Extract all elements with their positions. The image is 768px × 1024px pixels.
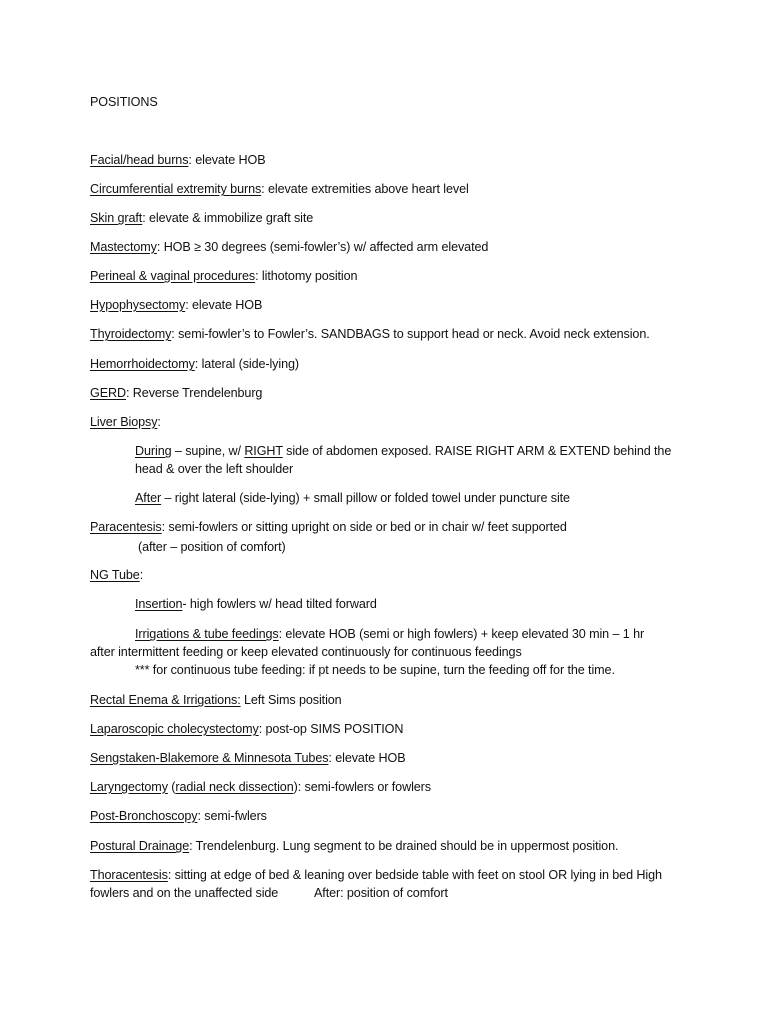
paracentesis-line2 (138, 539, 286, 555)
entry-text: ( (167, 780, 176, 794)
entry-term: GERD (90, 386, 126, 400)
entry-term: Postural Drainage (90, 839, 190, 853)
entry-term: Laryngectomy (90, 780, 168, 794)
emphasis-right: RIGHT (244, 444, 283, 458)
sub-text: – supine, w/ (171, 444, 245, 458)
entry-postural-drainage (90, 838, 618, 854)
entry-laryngectomy (90, 779, 431, 795)
entry-sengstaken (90, 750, 406, 766)
entry-term-secondary: radial neck dissection (175, 780, 294, 794)
entry-mastectomy (90, 239, 488, 255)
entry-term: Perineal & vaginal procedures (90, 269, 256, 283)
entry-term: Facial/head burns (90, 153, 189, 167)
entry-term: Hypophysectomy (90, 298, 186, 312)
thoracentesis-after (314, 885, 448, 901)
sub-term: After (135, 491, 162, 505)
entry-term: Hemorrhoidectomy (90, 357, 195, 371)
ng-tube-insertion (135, 596, 377, 612)
entry-term: Laparoscopic cholecystectomy (90, 722, 259, 736)
entry-term: Rectal Enema & Irrigations: (90, 693, 241, 707)
sub-term: During (135, 444, 172, 458)
entry-term: Sengstaken-Blakemore & Minnesota Tubes (90, 751, 329, 765)
entry-paracentesis (90, 519, 567, 535)
entry-text: : elevate HOB (328, 751, 406, 765)
entry-text: (after – position of comfort) (138, 540, 286, 554)
entry-thyroidectomy (90, 326, 650, 342)
sub-text: – right lateral (side-lying) + small pillow or folded towel under puncture site (161, 491, 570, 505)
entry-text: : elevate extremities above heart level (261, 182, 469, 196)
entry-text: : HOB ≥ 30 degrees (semi-fowler’s) w/ affected arm elevated (156, 240, 489, 254)
sub-text: - high fowlers w/ head tilted forward (182, 597, 377, 611)
entry-text: : semi-fwlers (197, 809, 267, 823)
entry-hypophysectomy (90, 297, 262, 313)
ng-tube-irrigations-line3 (135, 662, 615, 678)
entry-text: fowlers and on the unaffected side (90, 886, 279, 900)
thoracentesis-line2 (90, 885, 278, 901)
entry-text: : Reverse Trendelenburg (126, 386, 263, 400)
entry-text: Left Sims position (240, 693, 342, 707)
page-title (90, 94, 158, 110)
entry-text: : (157, 415, 161, 429)
entry-skin-graft (90, 210, 313, 226)
entry-text: : Trendelenburg. Lung segment to be drained should be in uppermost position. (189, 839, 619, 853)
entry-hemorrhoidectomy (90, 356, 299, 372)
entry-term: Circumferential extremity burns (90, 182, 262, 196)
sub-text: head & over the left shoulder (135, 462, 294, 476)
liver-biopsy-during (135, 443, 671, 459)
entry-text: : sitting at edge of bed & leaning over bedside table with feet on stool OR lying in bed High (167, 868, 662, 882)
entry-liver-biopsy (90, 414, 161, 430)
sub-text: : elevate HOB (semi or high fowlers) + keep elevated 30 min – 1 hr (278, 627, 645, 641)
sub-text: *** for continuous tube feeding: if pt needs to be supine, turn the feeding off for the time. (135, 663, 615, 677)
entry-text: : semi-fowlers or sitting upright on side or bed or in chair w/ feet supported (161, 520, 567, 534)
liver-biopsy-after (135, 490, 570, 506)
entry-perineal (90, 268, 357, 284)
entry-text: : semi-fowler’s to Fowler’s. SANDBAGS to support head or neck. Avoid neck extension. (171, 327, 650, 341)
ng-tube-irrigations-line2 (90, 644, 522, 660)
sub-term: Irrigations & tube feedings (135, 627, 279, 641)
entry-term: NG Tube (90, 568, 140, 582)
liver-biopsy-during-line2 (135, 461, 293, 477)
entry-gerd (90, 385, 262, 401)
entry-term: Post-Bronchoscopy (90, 809, 198, 823)
entry-rectal-enema (90, 692, 342, 708)
title-text: POSITIONS (90, 95, 158, 109)
entry-facial-head-burns (90, 152, 266, 168)
entry-text: : lateral (side-lying) (194, 357, 299, 371)
entry-text: : post-op SIMS POSITION (258, 722, 404, 736)
sub-text: after intermittent feeding or keep elevated continuously for continuous feedings (90, 645, 522, 659)
entry-term: Skin graft (90, 211, 143, 225)
entry-text: : elevate & immobilize graft site (142, 211, 314, 225)
entry-text: : elevate HOB (188, 153, 266, 167)
entry-laparoscopic (90, 721, 403, 737)
entry-thoracentesis (90, 867, 662, 883)
entry-term: Thoracentesis (90, 868, 168, 882)
entry-term: Paracentesis (90, 520, 162, 534)
entry-post-bronchoscopy (90, 808, 267, 824)
entry-text: After: position of comfort (314, 886, 448, 900)
entry-circumferential-burns (90, 181, 469, 197)
entry-ng-tube (90, 567, 143, 583)
entry-text: : (139, 568, 144, 582)
entry-term: Thyroidectomy (90, 327, 172, 341)
entry-term: Mastectomy (90, 240, 157, 254)
sub-term: Insertion (135, 597, 183, 611)
entry-term: Liver Biopsy (90, 415, 158, 429)
entry-text: : lithotomy position (255, 269, 358, 283)
sub-text: side of abdomen exposed. RAISE RIGHT ARM & EXTEND behind the (282, 444, 672, 458)
ng-tube-irrigations (135, 626, 644, 642)
entry-text: ): semi-fowlers or fowlers (293, 780, 431, 794)
entry-text: : elevate HOB (185, 298, 263, 312)
